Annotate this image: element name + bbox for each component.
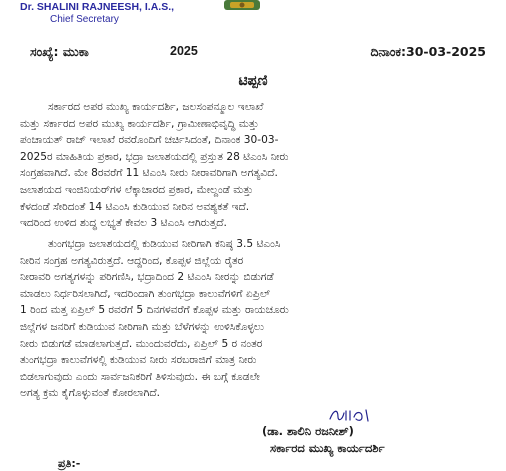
paragraph-line: 1 ರಿಂದ ಮತ್ತ ಏಪ್ರಿಲ್ 5 ರವರೆಗೆ 5 ದಿನಗಳವರೆಗೆ ಕೊಪ್ಪಳ ಮತ್ತು ರಾಯಚೂರು (20, 304, 289, 317)
paragraph-line: ಮಾಡಲು ನಿರ್ಧರಿಸಲಾಗಿದೆ, ಇದರಿಂದಾಗಿ ತುಂಗಭದ್ರಾ ಕಾಲುವೆಗಳಿಗೆ ಏಪ್ರಿಲ್ (20, 287, 271, 300)
handwritten-signature (326, 405, 386, 425)
paragraph-2 (20, 236, 498, 402)
reference-date: ದಿನಾಂಕ:30-03-2025 (370, 44, 486, 59)
state-emblem-icon (222, 0, 262, 12)
memo-title: ಟಿಪ್ಪಣಿ (238, 73, 268, 89)
copy-to-label: ಪ್ರತಿ:- (58, 457, 81, 470)
signatory-title: ಸರ್ಕಾರದ ಮುಖ್ಯ ಕಾರ್ಯದರ್ಶಿ (270, 441, 385, 455)
paragraph-line: ಮತ್ತು ಸರ್ಕಾರದ ಅಪರ ಮುಖ್ಯ ಕಾರ್ಯದರ್ಶಿ, ಗ್ರಾಮೀಣಾಭಿವೃದ್ಧಿ ಮತ್ತು (20, 117, 259, 130)
paragraph-line: ಸಂಗ್ರಹವಾಗಿದೆ. ಮೇ 8ರವರೆಗೆ 11 ಟಿಎಂಸಿ ನೀರು ನೀರಾವರಿಗಾಗಿ ಅಗತ್ಯವಿದೆ. (20, 167, 278, 180)
reference-number-label: ಸಂಖ್ಯೆ: ಮುಕಾ (30, 44, 89, 59)
paragraph-line: ನೀರು ಬಿಡುಗಡೆ ಮಾಡಲಾಗುತ್ತದೆ. ಮುಂದುವರೆದು, ಏಪ್ರಿಲ್ 5 ರ ನಂತರ (20, 337, 263, 350)
paragraph-1 (20, 99, 498, 232)
signatory-name: (ಡಾ. ಶಾಲಿನಿ ರಜನೀಶ್) (262, 424, 354, 438)
letterhead-name: Dr. SHALINI RAJNEESH, I.A.S., (20, 1, 175, 13)
paragraph-line: ಅಗತ್ಯ ಕ್ರಮ ಕೈಗೊಳ್ಳುವಂತೆ ಕೋರಲಾಗಿದೆ. (20, 387, 161, 400)
paragraph-line: 2025ರ ಮಾಹಿತಿಯ ಪ್ರಕಾರ, ಭದ್ರಾ ಜಲಾಶಯದಲ್ಲಿ ಪ್ರಸ್ತುತ 28 ಟಿಎಂಸಿ ನೀರು (20, 150, 289, 163)
letterhead-designation: Chief Secretary (50, 14, 119, 25)
paragraph-line: ತುಂಗಭದ್ರಾ ಕಾಲುವೆಗಳಲ್ಲಿ ಕುಡಿಯುವ ನೀರು ಸರಬರಾಜಿಗೆ ಮಾತ್ರ ನೀರು (20, 354, 257, 367)
paragraph-line: ನೀರಾವರಿ ಅಗತ್ಯಗಳನ್ನು ಪರಿಗಣಿಸಿ, ಭದ್ರಾದಿಂದ 2 ಟಿಎಂಸಿ ನೀರನ್ನು ಬಿಡುಗಡೆ (20, 271, 274, 284)
paragraph-line: ಇದರಿಂದ ಉಳಿದ ಶುದ್ಧ ಲಭ್ಯತೆ ಕೇವಲ 3 ಟಿಎಂಸಿ ಆಗಿರುತ್ತದೆ. (20, 217, 227, 230)
paragraph-line: ಸರ್ಕಾರದ ಅಪರ ಮುಖ್ಯ ಕಾರ್ಯದರ್ಶಿ, ಜಲಸಂಪನ್ಮೂಲ ಇಲಾಖೆ (48, 101, 264, 113)
paragraph-line: ಪಂಚಾಯತ್ ರಾಜ್ ಇಲಾಖೆ ರವರೊಂದಿಗೆ ಚರ್ಚಿಸಿದಂತೆ, ದಿನಾಂಕ 30-03- (20, 134, 279, 147)
paragraph-line: ಜಿಲ್ಲೆಗಳ ಜನರಿಗೆ ಕುಡಿಯುವ ನೀರಿಗಾಗಿ ಮತ್ತು ಬೆಳೆಗಳನ್ನು ಉಳಿಸಿಕೊಳ್ಳಲು (20, 320, 265, 333)
reference-row (20, 44, 496, 60)
paragraph-line: ನೀರಿನ ಸಂಗ್ರಹ ಅಗತ್ಯವಿರುತ್ತದೆ. ಆದ್ದರಿಂದ, ಕೊಪ್ಪಳ ಜಿಲ್ಲೆಯ ರೈತರ (20, 254, 244, 267)
paragraph-line: ಜಲಾಶಯದ ಇಂಜಿನಿಯರ್‌ಗಳ ಲೆಕ್ಕಾಚಾರದ ಪ್ರಕಾರ, ಮೇಲ್ದಂಡೆ ಮತ್ತು (20, 183, 254, 196)
reference-year: 2025 (170, 44, 198, 58)
paragraph-line: ಕೆಳದಂಡೆ ಸೇರಿದಂತೆ 14 ಟಿಎಂಸಿ ಕುಡಿಯುವ ನೀರಿನ ಅವಶ್ಯಕತೆ ಇದೆ. (20, 200, 250, 213)
paragraph-line: ತುಂಗಭದ್ರಾ ಜಲಾಶಯದಲ್ಲಿ ಕುಡಿಯುವ ನೀರಿಗಾಗಿ ಕನಿಷ್ಠ 3.5 ಟಿಎಂಸಿ (48, 238, 281, 250)
paragraph-line: ಬಿಡಲಾಗುವುದು ಎಂದು ಸಾರ್ವಜನಿಕರಿಗೆ ತಿಳಿಸುವುದು. ಈ ಬಗ್ಗೆ ಕೂಡಲೇ (20, 370, 260, 383)
